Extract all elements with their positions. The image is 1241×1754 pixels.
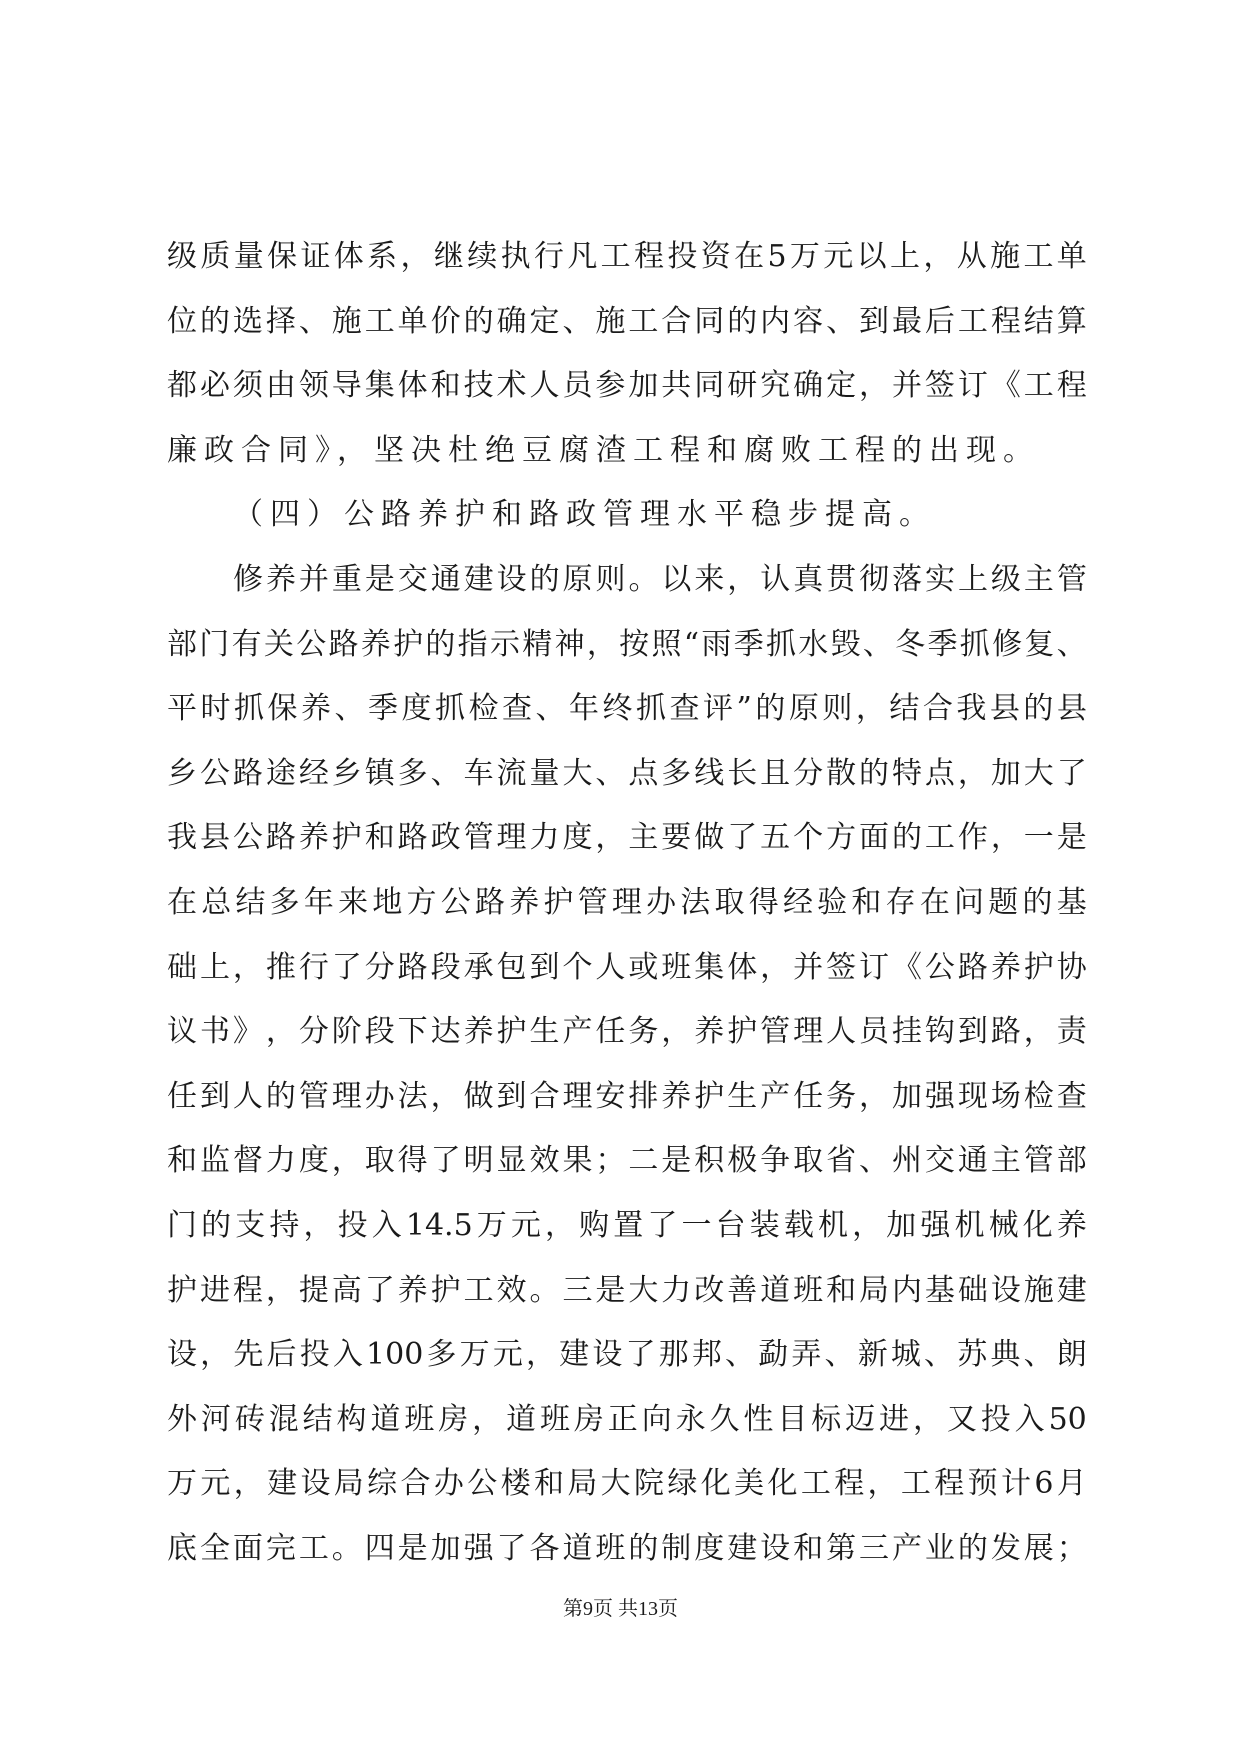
text-line: 万 元 ， 建 设 局 综 合 办 公 楼 和 局 大 院 绿 化 美 化 工 程 ， 工 程 预 计 6 月 bbox=[167, 1466, 1087, 1502]
text-line: 和 监 督 力 度 ， 取 得 了 明 显 效 果 ； 二 是 积 极 争 取 省 、 州 交 通 主 管 部 bbox=[167, 1143, 1087, 1179]
section-heading: （四）公路养护和路政管理水平稳步提高。 bbox=[233, 497, 936, 533]
text-line: 门 的 支 持 ， 投 入 14.5 万 元 ， 购 置 了 一 台 装 载 机 ， 加 强 机 械 化 养 bbox=[167, 1207, 1087, 1243]
text-line: 我 县 公 路 养 护 和 路 政 管 理 力 度 ， 主 要 做 了 五 个 方 面 的 工 作 ， 一 是 bbox=[167, 820, 1087, 856]
text-line: 乡 公 路 途 经 乡 镇 多 、 车 流 量 大 、 点 多 线 长 且 分 散 的 特 点 ， 加 大 了 bbox=[167, 755, 1087, 791]
text-line: 设 ， 先 后 投 入 100 多 万 元 ， 建 设 了 那 邦 、 勐 弄 、 新 城 、 苏 典 、 朗 bbox=[167, 1337, 1087, 1373]
text-line: 平 时 抓 保 养 、 季 度 抓 检 查 、 年 终 抓 查 评 ” 的 原 则 ， 结 合 我 县 的 县 bbox=[167, 691, 1087, 727]
page-number-footer: 第9页 共13页 bbox=[563, 1598, 678, 1620]
text-line: 底 全 面 完 工 。 四 是 加 强 了 各 道 班 的 制 度 建 设 和 第 三 产 业 的 发 展 ； bbox=[167, 1530, 1087, 1566]
body-text bbox=[167, 225, 1087, 1581]
text-line: 位 的 选 择 、 施 工 单 价 的 确 定 、 施 工 合 同 的 内 容 、 到 最 后 工 程 结 算 bbox=[167, 303, 1087, 339]
text-line: 级 质 量 保 证 体 系 ， 继 续 执 行 凡 工 程 投 资 在 5 万 元 以 上 ， 从 施 工 单 bbox=[167, 239, 1087, 274]
text-line: 护 进 程 ， 提 高 了 养 护 工 效 。 三 是 大 力 改 善 道 班 和 局 内 基 础 设 施 建 bbox=[167, 1272, 1087, 1308]
text-line: 任 到 人 的 管 理 办 法 ， 做 到 合 理 安 排 养 护 生 产 任 务 ， 加 强 现 场 检 查 bbox=[167, 1078, 1087, 1114]
text-line: 外 河 砖 混 结 构 道 班 房 ， 道 班 房 正 向 永 久 性 目 标 迈 进 ， 又 投 入 50 bbox=[167, 1401, 1087, 1437]
text-line: 廉政合同》，坚决杜绝豆腐渣工程和腐败工程的出现。 bbox=[167, 432, 1040, 468]
text-line: 在 总 结 多 年 来 地 方 公 路 养 护 管 理 办 法 取 得 经 验 和 存 在 问 题 的 基 bbox=[167, 884, 1087, 920]
text-line: 部 门 有 关 公 路 养 护 的 指 示 精 神 ， 按 照 “ 雨 季 抓 水 毁 、 冬 季 抓 修 复 、 bbox=[167, 626, 1087, 662]
text-line: 都 必 须 由 领 导 集 体 和 技 术 人 员 参 加 共 同 研 究 确 定 ， 并 签 订 《 工 程 bbox=[167, 368, 1087, 404]
text-line: 修 养 并 重 是 交 通 建 设 的 原 则 。 以 来 ， 认 真 贯 彻 落 实 上 级 主 管 bbox=[233, 561, 1087, 597]
text-line: 议 书 》 ， 分 阶 段 下 达 养 护 生 产 任 务 ， 养 护 管 理 人 员 挂 钩 到 路 ， 责 bbox=[167, 1014, 1087, 1050]
text-line: 础 上 ， 推 行 了 分 路 段 承 包 到 个 人 或 班 集 体 ， 并 签 订 《 公 路 养 护 协 bbox=[167, 949, 1087, 985]
